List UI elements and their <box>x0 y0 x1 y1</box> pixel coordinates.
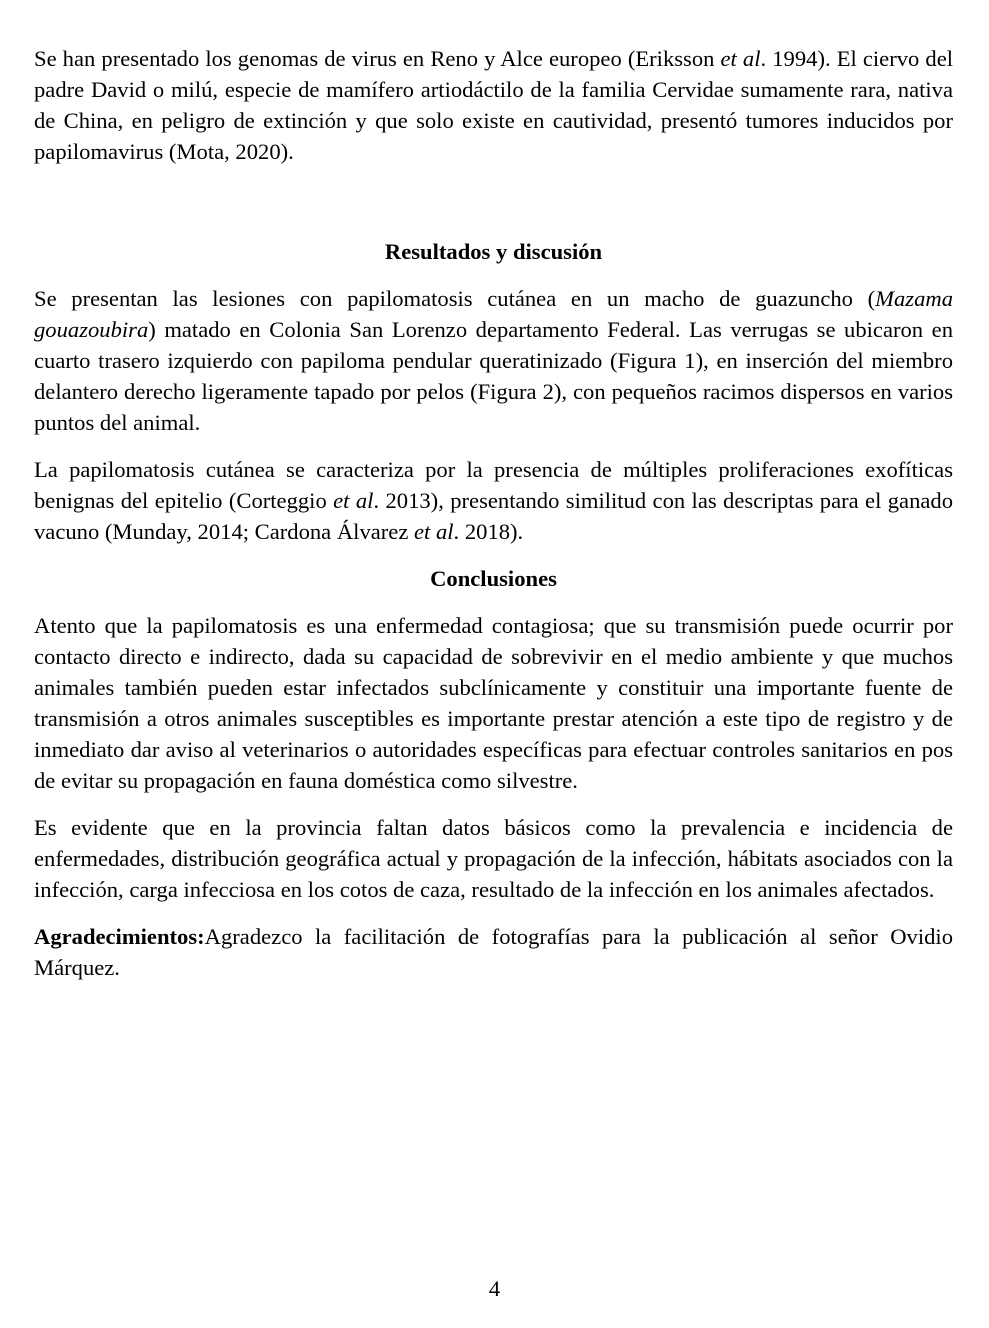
heading-conclusions: Conclusiones <box>430 566 557 591</box>
citation-et-al: et al <box>414 519 454 544</box>
paragraph-conclusions-contagion: Atento que la papilomatosis es una enfermedad contagiosa; que su transmisión puede ocurrir por contacto directo e indirecto, dada su capacidad de sobrevivir en el medio ambiente y que muchos animales también pueden estar infectados subclínicamente y constituir una importante fuente de transmisión a otros animales susceptibles es importante prestar atención a este tipo de registro y de inmediato dar aviso al veterinarios o autoridades específicas para efectuar controles sanitarios en pos de evitar su propagación en fauna doméstica como silvestre. <box>34 613 953 793</box>
page-body <box>34 43 953 983</box>
text-run: . 1994). El ciervo del padre David o milú, especie de mamífero artiodáctilo de la familia Cervidae sumamente rara, nativa de China, en peligro de extinción y que solo existe en cautividad, presentó tumores inducidos por papilomavirus (Mota, 2020). <box>34 46 954 164</box>
page-number: 4 <box>488 1276 501 1301</box>
text-run: La papilomatosis cutánea se caracteriza por la presencia de múltiples proliferaciones exofíticas benignas del epitelio (Corteggio <box>34 457 953 513</box>
paragraph-acknowledgements <box>34 921 953 983</box>
paragraph-results-characterization <box>34 454 953 547</box>
citation-et-al: et al <box>333 488 374 513</box>
text-run: . 2018). <box>453 519 524 544</box>
heading-results: Resultados y discusión <box>384 239 603 264</box>
text-run: Se han presentado los genomas de virus en Reno y Alce europeo (Eriksson <box>34 46 721 71</box>
text-run: . 2013), presentando similitud con las descriptas para el ganado vacuno (Munday, 2014; Cardona Álvarez <box>34 488 953 544</box>
paragraph-conclusions-data-gaps: Es evidente que en la provincia faltan datos básicos como la prevalencia e incidencia de enfermedades, distribución geográfica actual y propagación de la infección, hábitats asociados con la infección, carga infecciosa en los cotos de caza, resultado de la infección en los animales afectados. <box>34 815 953 902</box>
species-name: Mazama gouazoubira <box>34 286 953 342</box>
paragraph-intro-viruses <box>34 43 953 167</box>
acknowledgements-label: Agradecimientos: <box>34 924 205 949</box>
paragraph-results-lesions <box>34 283 953 438</box>
acknowledgements-text: Agradezco la facilitación de fotografías para la publicación al señor Ovidio Márquez. <box>34 924 953 980</box>
text-run: Se presentan las lesiones con papilomatosis cutánea en un macho de guazuncho ( <box>34 286 876 311</box>
citation-et-al: et al <box>720 46 761 71</box>
text-run: ) matado en Colonia San Lorenzo departamento Federal. Las verrugas se ubicaron en cuarto trasero izquierdo con papiloma pendular queratinizado (Figura 1), en inserción del miembro delantero derecho ligeramente tapado por pelos (Figura 2), con pequeños racimos dispersos en varios puntos del animal. <box>34 317 953 435</box>
